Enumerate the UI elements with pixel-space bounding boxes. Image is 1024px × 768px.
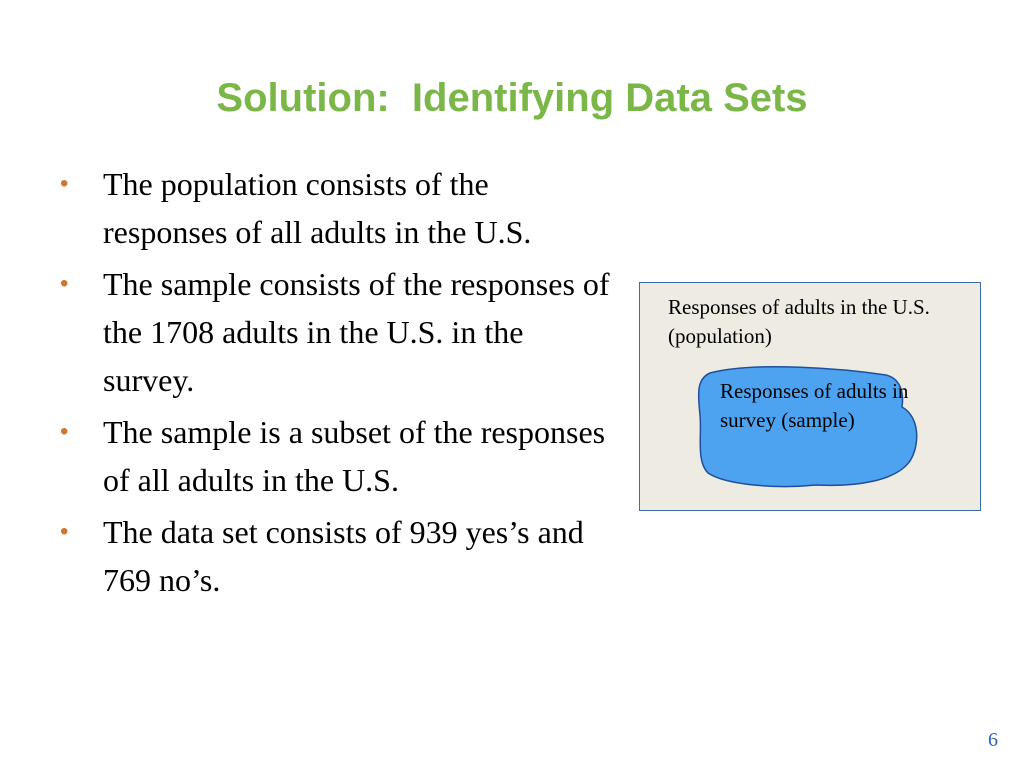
bullet-item [60, 408, 620, 504]
bullet-text: The sample consists of the responses of the 1708 adults in the U.S. in the survey. [103, 266, 610, 398]
population-label: Responses of adults in the U.S. (population) [668, 295, 930, 348]
bullet-text: The data set consists of 939 yes’s and 769 no’s. [103, 514, 584, 598]
bullet-text: The sample is a subset of the responses of all adults in the U.S. [103, 414, 606, 498]
sample-label: Responses of adults in survey (sample) [720, 379, 909, 432]
bullet-item [60, 508, 620, 604]
bullet-marker: • [60, 270, 69, 297]
page-number: 6 [988, 729, 998, 751]
bullet-text: The population consists of the responses of all adults in the U.S. [103, 166, 532, 250]
bullet-list [60, 160, 620, 608]
bullet-marker: • [60, 418, 69, 445]
bullet-marker: • [60, 518, 69, 545]
bullet-marker: • [60, 170, 69, 197]
bullet-item [60, 160, 620, 256]
slide-title: Solution: Identifying Data Sets [216, 76, 808, 120]
bullet-item [60, 260, 620, 404]
population-diagram [639, 282, 981, 511]
